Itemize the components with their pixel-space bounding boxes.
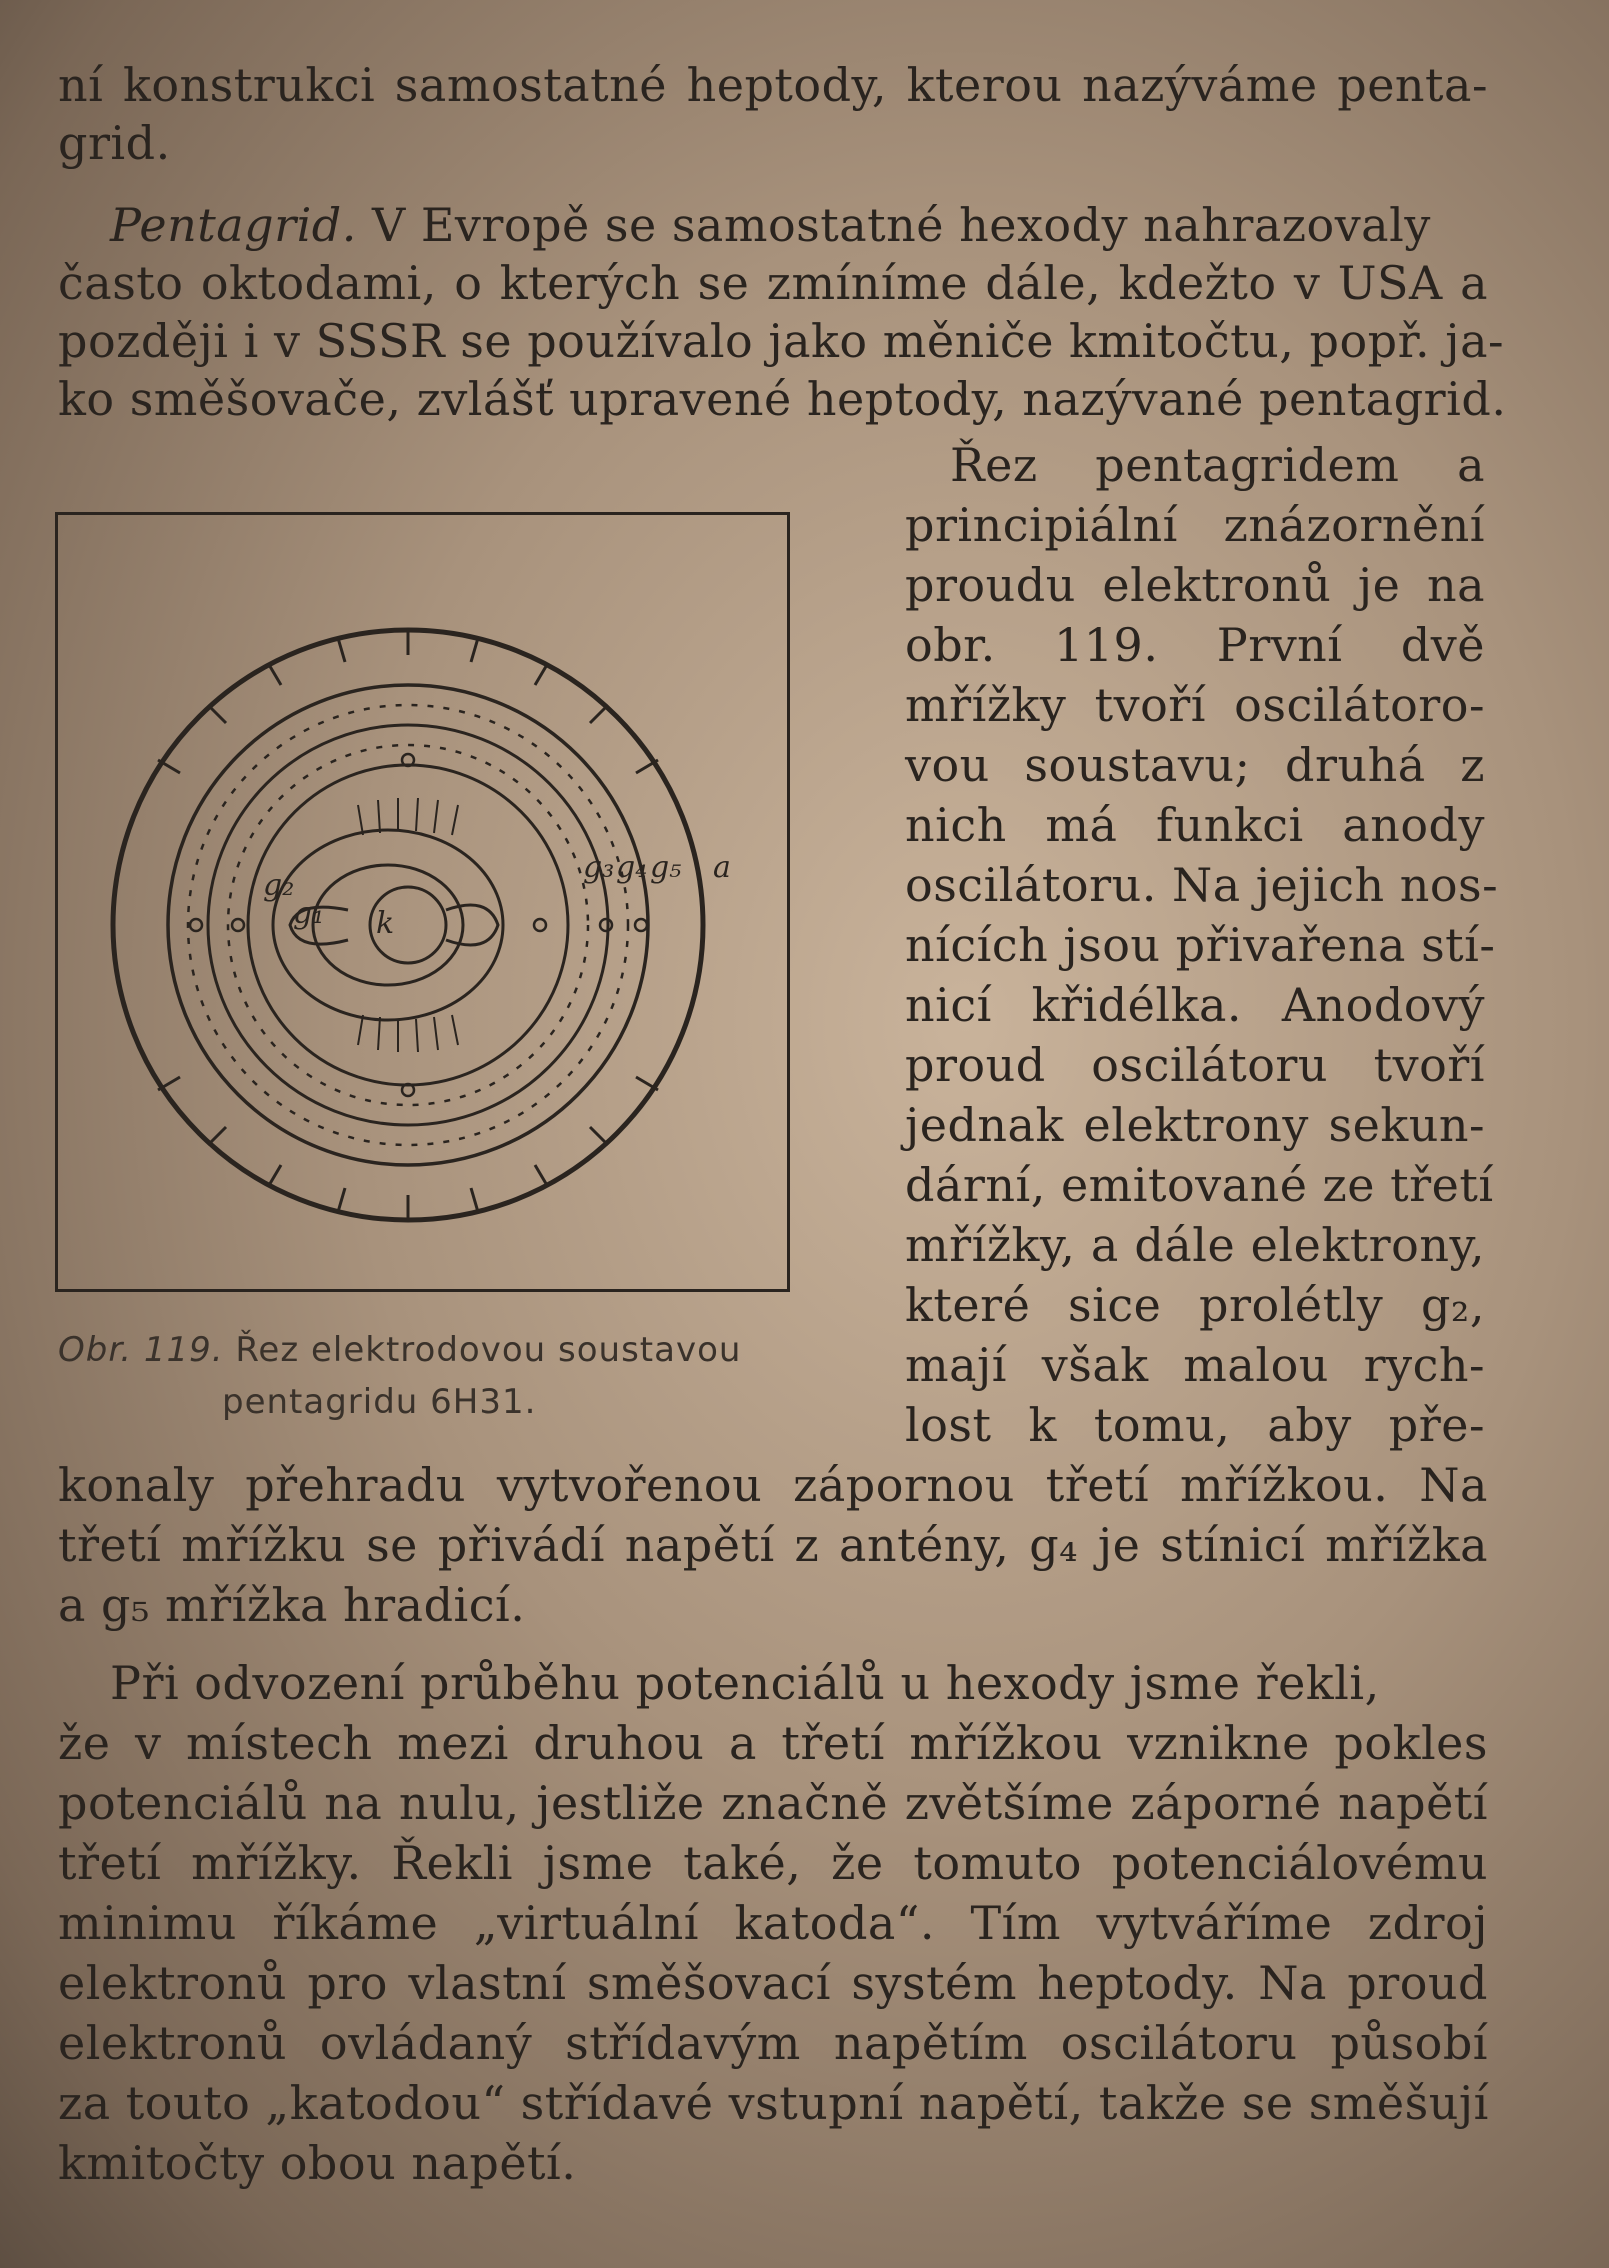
text-line: oscilátoru. Na jejich nos- [905,858,1499,912]
text-line: lost k tomu, aby pře- [905,1398,1485,1452]
grid-g5-circle [168,685,648,1165]
shield-wing-right [446,905,498,945]
text-line: že v místech mezi druhou a třetí mřížkou vznikne pokles [58,1716,1488,1770]
text-fragment: V Evropě se samostatné hexody nahrazovaly [356,198,1431,252]
text-line: nich má funkci anody [905,798,1485,852]
electron-flow-hatch [358,798,458,1052]
paragraph-first-line [110,198,1488,252]
text-line: dární, emitované ze třetí [905,1158,1494,1212]
text-line: za touto „katodou“ střídavé vstupní napětí, takže se směšují [58,2076,1489,2130]
text-line: nicí křidélka. Anodový [905,978,1485,1032]
label-a: a [713,850,731,885]
label-g4: g₄ [616,850,648,885]
text-line: obr. 119. První dvě [905,618,1485,672]
label-g5: g₅ [650,850,682,885]
label-g3: g₃ [583,850,615,885]
figure-caption-text: Řez elektrodovou soustavou [223,1330,742,1370]
text-line: mají však malou rych- [905,1338,1485,1392]
text-line: elektronů pro vlastní směšovací systém heptody. Na proud [58,1956,1488,2010]
grid-wire-marks [188,705,628,1145]
text-line: principiální znázornění [905,498,1485,552]
text-line: třetí mřížku se přivádí napětí z antény, g₄ je stínicí mřížka [58,1518,1488,1572]
text-line: kmitočty obou napětí. [58,2136,577,2190]
figure-caption-label: Obr. 119. [58,1330,224,1370]
label-k: k [376,906,395,941]
text-line: mřížky, a dále elektrony, [905,1218,1485,1272]
text-line: které sice prolétly g₂, [905,1278,1485,1332]
figure-119 [55,512,790,1292]
paragraph-lead: Pentagrid. [110,198,357,252]
paragraph-first-line: Při odvození průběhu potenciálů u hexody jsme řekli, [110,1656,1380,1710]
text-line: jednak elektrony sekun- [905,1098,1485,1152]
text-line: elektronů ovládaný střídavým napětím oscilátoru působí [58,2016,1488,2070]
text-line: konaly přehradu vytvořenou zápornou třetí mřížkou. Na [58,1458,1488,1512]
text-line: minimu říkáme „virtuální katoda“. Tím vytváříme zdroj [58,1896,1488,1950]
text-line: nících jsou přivařena stí- [905,918,1496,972]
text-line: mřížky tvoří oscilátoro- [905,678,1485,732]
label-g2: g₂ [263,868,295,903]
grid-g4-circle [208,725,608,1125]
label-g1: g₁ [293,896,325,931]
text-line: ko směšovače, zvlášť upravené heptody, nazývané pentagrid. [58,372,1507,426]
figure-caption-line: pentagridu 6H31. [222,1382,537,1422]
text-line: grid. [58,116,171,170]
text-line: Řez pentagridem a [950,438,1485,492]
text-line: a g₅ mřížka hradicí. [58,1578,526,1632]
text-line: často oktodami, o kterých se zmíníme dále, kdežto v USA a [58,256,1488,310]
text-line: potenciálů na nulu, jestliže značně zvětšíme záporné napětí [58,1776,1488,1830]
electrode-cross-section-diagram [58,515,793,1295]
text-line: později i v SSSR se používalo jako měniče kmitočtu, popř. ja- [58,314,1505,368]
text-line: proud oscilátoru tvoří [905,1038,1485,1092]
text-line: ní konstrukci samostatné heptody, kterou nazýváme penta- [58,58,1488,112]
text-line: vou soustavu; druhá z [905,738,1485,792]
text-line: proudu elektronů je na [905,558,1485,612]
text-line: třetí mřížky. Řekli jsme také, že tomuto potenciálovému [58,1836,1488,1890]
figure-caption-line [58,1330,741,1370]
